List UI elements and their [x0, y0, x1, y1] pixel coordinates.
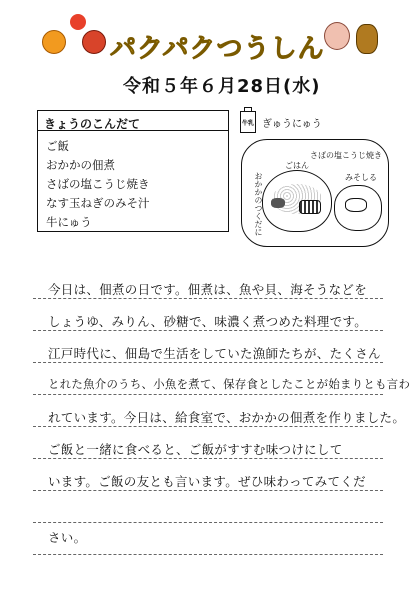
ruled-line	[33, 394, 383, 395]
tsukudani-icon	[271, 198, 285, 208]
daruma-character-icon	[82, 30, 106, 54]
menu-item-mackerel: さばの塩こうじ焼き	[46, 177, 150, 191]
menu-item-rice: ご飯	[46, 139, 69, 153]
soup-ingredients-icon	[345, 198, 367, 212]
body-text-line: しょうゆ、みりん、砂糖で、味濃く煮つめた料理です。	[48, 314, 368, 329]
body-text-line: 江戸時代に、佃島で生活をしていた漁師たちが、たくさん	[48, 346, 381, 361]
ruled-line	[33, 554, 383, 555]
ruled-line	[33, 458, 383, 459]
soup-label: みそしる	[345, 173, 377, 182]
pineapple-character-icon	[356, 24, 378, 54]
fish-icon	[299, 200, 321, 214]
menu-item-tsukudani: おかかの佃煮	[46, 158, 115, 172]
body-text-line: 今日は、佃煮の日です。佃煮は、魚や貝、海そうなどを	[48, 282, 368, 297]
page-title: パクパクつうしん	[110, 34, 325, 64]
ruled-line	[33, 330, 383, 331]
rice-label: ごはん	[285, 161, 309, 170]
ruled-line	[33, 490, 383, 491]
sun-character-icon	[42, 30, 66, 54]
fish-label: さばの塩こうじ焼き	[310, 151, 382, 160]
body-text-line: います。ご飯の友とも言います。ぜひ味わってみてくだ	[48, 474, 366, 489]
body-text-line: ご飯と一緒に食べると、ご飯がすすむ味つけにして	[48, 442, 343, 457]
ruled-line	[33, 522, 383, 523]
ruled-line	[33, 298, 383, 299]
milk-label: ぎゅうにゅう	[262, 119, 322, 130]
menu-item-miso-soup: なす玉ねぎのみそ汁	[46, 196, 150, 210]
milk-carton-icon: 牛乳	[240, 111, 256, 133]
tsukudani-label: おかかのつくだに	[254, 172, 263, 236]
menu-box	[37, 110, 229, 232]
date: 令和５年６月28日(水)	[123, 76, 321, 97]
ruled-line	[33, 426, 383, 427]
flower-character-icon	[70, 14, 86, 30]
menu-item-milk: 牛にゅう	[46, 215, 92, 229]
menu-list	[38, 131, 228, 232]
body-text-line: れています。今日は、給食室で、おかかの佃煮を作りました。	[48, 410, 406, 425]
body-text-line: さい。	[48, 530, 87, 545]
girl-character-icon	[324, 22, 350, 50]
menu-heading: きょうのこんだて	[38, 111, 228, 131]
body-text-line: とれた魚介のうち、小魚を煮て、保存食としたことが始まりとも言わ	[48, 377, 411, 391]
ruled-line	[33, 362, 383, 363]
